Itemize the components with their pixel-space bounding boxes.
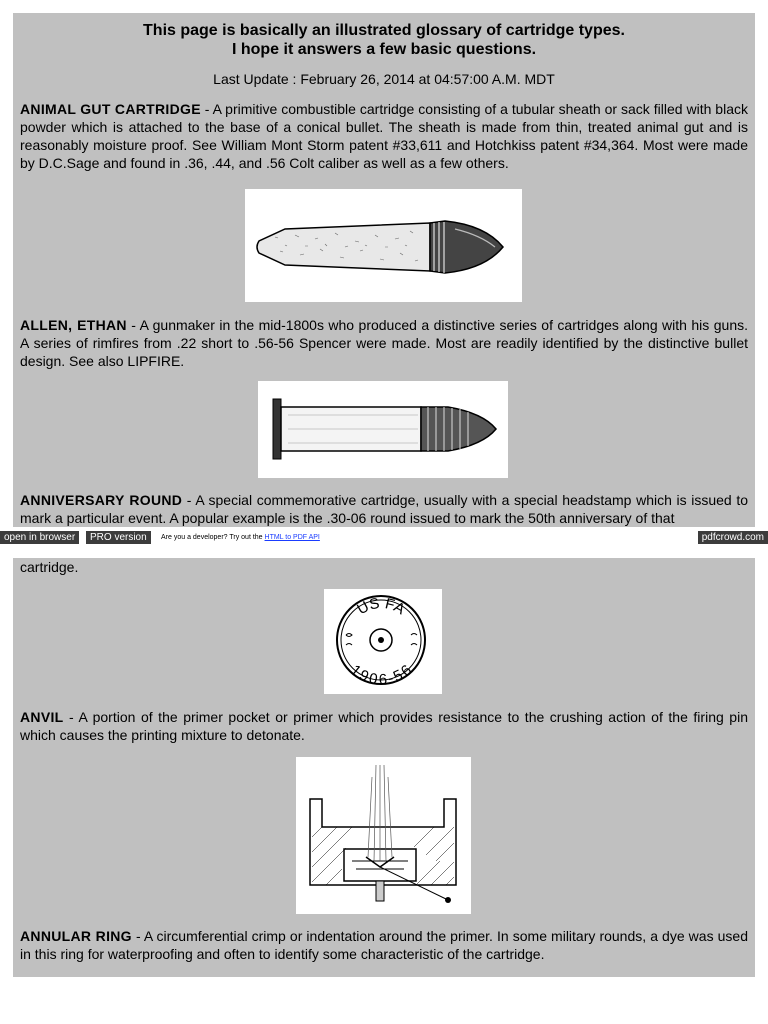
- developer-promo: [161, 532, 320, 543]
- developer-promo-text: Are you a developer? Try out the: [161, 534, 265, 541]
- definition-text: - A special commemorative cartridge, usually with a special headstamp which is issued to mark a particular event. A popular example is the .30-06 round issued to mark the 50th anniversary of that: [20, 492, 748, 526]
- allen-cartridge-drawing: [258, 381, 508, 478]
- animal-gut-cartridge-drawing: [245, 189, 522, 302]
- pdfcrowd-brand-button[interactable]: pdfcrowd.com: [698, 531, 768, 544]
- entry-annular-ring: [20, 927, 748, 963]
- last-update: Last Update : February 26, 2014 at 04:57:00 A.M. MDT: [213, 71, 555, 87]
- title-line-2: I hope it answers a few basic questions.: [231, 41, 537, 58]
- pro-version-button[interactable]: PRO version: [86, 531, 151, 544]
- headstamp-top-text: US FA: [354, 594, 408, 619]
- title-line-1: This page is basically an illustrated glossary of cartridge types.: [143, 22, 625, 39]
- entry-anvil: [20, 708, 748, 744]
- definition-text: - A portion of the primer pocket or primer which provides resistance to the crushing action of the firing pin which causes the printing mixture to detonate.: [20, 709, 748, 743]
- headstamp-image: [324, 589, 442, 694]
- entry-animal-gut-cartridge: [20, 100, 748, 172]
- term-label: ANVIL: [20, 709, 64, 725]
- term-label: ALLEN, ETHAN: [20, 317, 127, 333]
- pdf-toolbar: [0, 530, 768, 545]
- definition-text: - A circumferential crimp or indentation around the primer. In some military rounds, a dye was used in this ring for waterproofing and often to identify some characteristic of the cartridge.: [20, 928, 748, 962]
- term-label: ANNIVERSARY ROUND: [20, 492, 183, 508]
- definition-text: - A primitive combustible cartridge consisting of a tubular sheath or sack filled with black powder which is attached to the base of a conical bullet. The sheath is made from thin, treated animal gut and is reasonably moisture proof. See William Mont Storm patent #33,611 and Hotchkiss patent #34,364. Most were made by D.C.Sage and found in .36, .44, and .56 Colt caliber as well as a few others.: [20, 101, 748, 171]
- page-title: [20, 21, 748, 59]
- entry-allen-ethan: [20, 316, 748, 370]
- headstamp-drawing: [324, 589, 442, 694]
- anvil-diagram-image: [296, 757, 471, 914]
- entry-anniversary-round-continued: cartridge.: [20, 559, 79, 575]
- definition-text: - A gunmaker in the mid-1800s who produced a distinctive series of cartridges along with his guns. A series of rimfires from .22 short to .56-56 Spencer were made. Most are readily identified by the distinctive bullet design. See also LIPFIRE.: [20, 317, 748, 369]
- headstamp-bottom-text: 1906-56: [347, 661, 415, 689]
- allen-cartridge-image: [258, 381, 508, 478]
- html-to-pdf-link[interactable]: HTML to PDF API: [264, 534, 320, 541]
- entry-anniversary-round: [20, 491, 748, 527]
- term-label: ANNULAR RING: [20, 928, 132, 944]
- animal-gut-cartridge-image: [245, 189, 522, 302]
- anvil-diagram-drawing: [296, 757, 471, 914]
- term-label: ANIMAL GUT CARTRIDGE: [20, 101, 201, 117]
- open-in-browser-button[interactable]: open in browser: [0, 531, 79, 544]
